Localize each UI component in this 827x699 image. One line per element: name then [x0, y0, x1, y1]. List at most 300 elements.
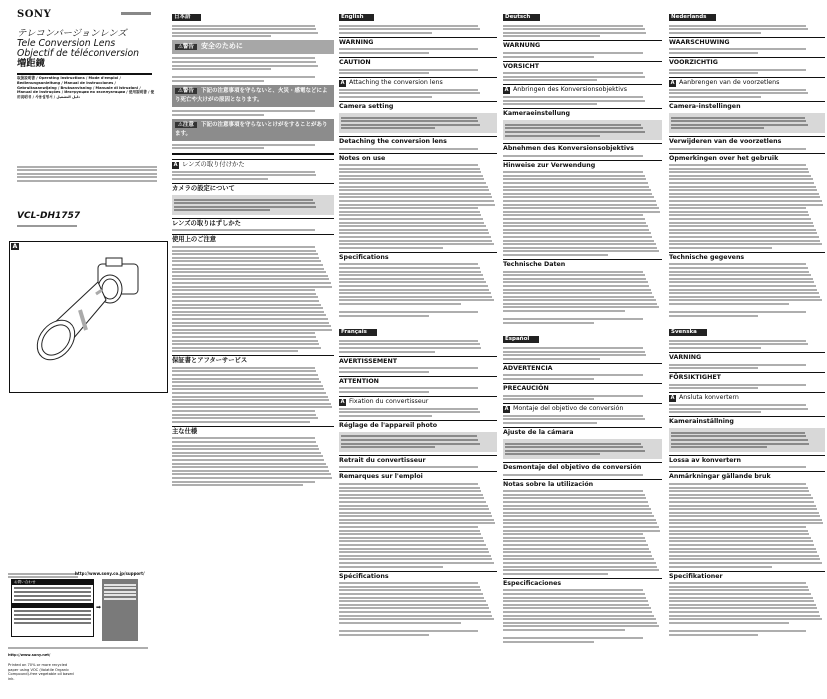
text-line [503, 32, 646, 34]
text-line [669, 611, 819, 613]
text-line [669, 340, 806, 342]
spacer [669, 625, 825, 628]
text-line [339, 311, 478, 313]
text-line [669, 483, 806, 485]
text-line [172, 32, 318, 34]
text-line [172, 307, 323, 309]
text-line [503, 289, 651, 291]
text-line [172, 289, 315, 291]
text-line [503, 211, 660, 213]
text-line [172, 421, 310, 423]
section-heading: ADVERTENCIA [503, 363, 662, 373]
text-line [339, 278, 484, 280]
text-line [669, 408, 808, 410]
section-heading-label: Aanbrengen van de voorzetlens [679, 79, 780, 87]
title-en: Tele Conversion Lens [17, 38, 116, 49]
spacer [669, 306, 825, 309]
text-line [339, 92, 480, 94]
text-line [172, 378, 319, 380]
text-line [505, 127, 643, 129]
text-line [669, 271, 809, 273]
section-heading: Especificaciones [503, 578, 662, 588]
text-line [339, 186, 488, 188]
text-line [503, 225, 648, 227]
section-heading: PRECAUCIÓN [503, 383, 662, 393]
text-line [669, 285, 816, 287]
text-line [339, 544, 486, 546]
text-line [339, 168, 480, 170]
text-line [669, 222, 813, 224]
text-line [503, 566, 657, 568]
text-line [669, 207, 806, 209]
text-line [669, 622, 789, 624]
text-line [172, 28, 316, 30]
text-line [339, 562, 494, 564]
text-line [341, 446, 435, 448]
text-line [339, 351, 435, 353]
text-line [669, 175, 811, 177]
text-line [503, 497, 646, 499]
section-heading [339, 396, 497, 406]
text-line [669, 292, 819, 294]
text-line [669, 48, 806, 50]
section-heading: 主な仕様 [172, 426, 334, 436]
text-line [341, 435, 477, 437]
section-heading: Retrait du convertisseur [339, 455, 497, 465]
language-tag: Español [503, 336, 539, 343]
text-line [172, 350, 298, 352]
text-line [339, 32, 432, 34]
text-line [503, 540, 646, 542]
text-line [503, 296, 654, 298]
text-line [669, 178, 813, 180]
text-line [503, 56, 594, 58]
text-line [339, 52, 429, 54]
text-line [172, 417, 318, 419]
section-heading [503, 84, 662, 94]
text-line [669, 263, 806, 265]
text-line [503, 398, 594, 400]
text-line [503, 189, 651, 191]
text-line [503, 193, 652, 195]
section-heading: 使用上のご注意 [172, 234, 334, 244]
part-number [121, 12, 151, 15]
text-line [339, 607, 489, 609]
text-line [339, 218, 483, 220]
text-line [669, 299, 822, 301]
language-tag: 日本語 [172, 14, 201, 21]
text-line [339, 490, 481, 492]
text-line [669, 247, 772, 249]
text-line [172, 296, 318, 298]
text-line [503, 474, 643, 476]
text-line [339, 89, 478, 91]
text-line [669, 232, 817, 234]
text-line [669, 164, 806, 166]
text-line [669, 69, 806, 71]
section-heading: VORSICHT [503, 61, 662, 71]
text-line [172, 68, 271, 70]
text-line [503, 422, 597, 424]
text-line [172, 65, 318, 67]
text-line [669, 218, 811, 220]
text-line [669, 182, 814, 184]
text-line [503, 512, 652, 514]
arrow-icon: ➡ [96, 604, 102, 611]
text-line [339, 296, 492, 298]
text-line [503, 625, 659, 627]
text-line [503, 522, 657, 524]
text-line [503, 508, 651, 510]
text-line [669, 303, 789, 305]
sony-logo: SONY [17, 9, 52, 20]
text-line [669, 315, 758, 317]
text-line [341, 120, 478, 122]
text-line [503, 505, 649, 507]
text-line [503, 573, 608, 575]
text-line [339, 247, 443, 249]
note-box [339, 432, 497, 452]
text-line [339, 597, 484, 599]
text-line [339, 28, 480, 30]
text-line [503, 155, 643, 157]
section-heading: Detaching the conversion lens [339, 136, 497, 146]
text-line [503, 52, 643, 54]
text-line [339, 408, 478, 410]
text-line [669, 411, 761, 413]
text-line [339, 240, 492, 242]
section-heading: FÖRSIKTIGHET [669, 372, 825, 382]
section-heading-label: Attaching the conversion lens [349, 79, 443, 87]
text-line [503, 218, 645, 220]
text-line [172, 275, 328, 277]
text-line [505, 135, 600, 137]
text-line [505, 443, 641, 445]
text-line [503, 589, 643, 591]
title-zh: 増距鏡 [17, 58, 45, 69]
text-line [669, 555, 819, 557]
text-line [669, 89, 806, 91]
text-line [669, 515, 820, 517]
language-list: 取扱説明書 / Operating Instructions / Mode d'emploi / Bedienungsanleitung / Manual de instrucciones / Gebruiksaanwijzing / Bruksanvisning / Manuale di istruzioni / Manual de instruções / Инструкция по эксплуатации / 使用說明書 / 使用说明书 / 사용설명서 / دليل التشغيل [17, 76, 155, 100]
text-line [503, 204, 657, 206]
text-line [339, 292, 491, 294]
text-line [339, 347, 481, 349]
text-line [671, 432, 805, 434]
text-line [339, 540, 484, 542]
text-line [669, 200, 822, 202]
model-subtitle [17, 225, 77, 227]
section-heading: Specifications [339, 252, 497, 262]
section-heading: Kamerainställning [669, 416, 825, 426]
text-line [503, 544, 648, 546]
text-line [339, 214, 481, 216]
text-line [172, 300, 319, 302]
text-line [671, 439, 808, 441]
section-heading: VOORZICHTIG [669, 57, 825, 67]
text-line [503, 418, 645, 420]
text-line [669, 225, 814, 227]
text-line [669, 96, 761, 98]
text-line [339, 487, 480, 489]
text-line [172, 392, 326, 394]
text-line [339, 558, 492, 560]
text-line [339, 586, 480, 588]
text-line [669, 526, 806, 528]
text-line [339, 367, 478, 369]
note-box [669, 428, 825, 452]
text-line [172, 253, 318, 255]
text-line [505, 446, 643, 448]
text-line [339, 618, 494, 620]
text-line [339, 25, 478, 27]
text-line [172, 147, 264, 149]
section-heading: Opmerkingen over het gebruik [669, 153, 825, 163]
text-line [669, 196, 820, 198]
text-line [339, 466, 478, 468]
section-heading: WAARSCHUWING [669, 37, 825, 47]
text-line [503, 519, 656, 521]
text-line [503, 354, 646, 356]
figure-ref-icon: A [340, 399, 345, 405]
text-line [503, 358, 600, 360]
text-line [503, 100, 645, 102]
text-line [503, 526, 659, 528]
text-line [669, 607, 817, 609]
text-line [669, 243, 822, 245]
language-tag: Deutsch [503, 14, 540, 21]
text-line [503, 72, 643, 74]
text-line [172, 271, 326, 273]
text-line [339, 566, 443, 568]
text-line [503, 318, 643, 320]
text-line [172, 76, 315, 78]
text-line [339, 515, 492, 517]
warning-icon: ⚠注意 [175, 122, 197, 128]
section-heading: ATTENTION [339, 376, 497, 386]
text-line [339, 164, 478, 166]
text-line [669, 494, 811, 496]
text-line [172, 171, 315, 173]
text-line [172, 311, 324, 313]
text-line [505, 131, 645, 133]
text-line [503, 490, 643, 492]
text-line [503, 76, 645, 78]
text-line [669, 296, 820, 298]
warning-icon: ⚠警告 [175, 44, 197, 50]
print-code [8, 645, 148, 650]
section-heading-label: Anbringen des Konversionsobjektivs [513, 86, 627, 94]
support-info-box [102, 579, 138, 641]
text-line [339, 589, 481, 591]
text-line [503, 214, 643, 216]
jp-support-url[interactable]: http://www.sony.co.jp/support/ [75, 571, 145, 576]
text-line [503, 310, 625, 312]
text-line [669, 28, 808, 30]
text-line [503, 200, 656, 202]
text-line [669, 204, 823, 206]
text-line [503, 530, 660, 532]
section-heading: Specifikationer [669, 571, 825, 581]
section-heading: Réglage de l'appareil photo [339, 420, 497, 430]
text-line [174, 202, 315, 204]
section-heading: Technische gegevens [669, 252, 825, 262]
section-heading: Camera-instellingen [669, 101, 825, 111]
text-line [669, 364, 806, 366]
text-line [172, 114, 264, 116]
text-line [503, 229, 649, 231]
text-line [669, 387, 758, 389]
text-line [341, 127, 435, 129]
text-line [339, 271, 481, 273]
text-line [669, 25, 806, 27]
text-line [503, 537, 645, 539]
text-line [669, 236, 819, 238]
section-heading: Notas sobre la utilización [503, 479, 662, 489]
language-tag: Nederlands [669, 14, 716, 21]
text-line [669, 558, 820, 560]
text-line [671, 446, 767, 448]
text-line [503, 551, 651, 553]
text-line [339, 148, 478, 150]
spacer [172, 72, 334, 75]
text-line [669, 229, 816, 231]
text-line [339, 96, 432, 98]
text-line [503, 103, 597, 105]
text-line [669, 519, 822, 521]
text-line [503, 306, 659, 308]
text-line [174, 206, 316, 208]
text-line [503, 247, 657, 249]
text-line [339, 497, 484, 499]
text-line [669, 72, 758, 74]
text-line [339, 175, 483, 177]
text-line [503, 600, 648, 602]
text-line [669, 214, 809, 216]
text-line [669, 551, 817, 553]
section-heading: Verwijderen van de voorzetlens [669, 136, 825, 146]
text-line [503, 243, 656, 245]
text-line [503, 271, 643, 273]
contact-box [11, 579, 94, 637]
text-line [339, 189, 489, 191]
text-line [503, 236, 652, 238]
global-url[interactable]: http://www.sony.net/ [8, 653, 51, 657]
text-line [172, 347, 321, 349]
text-line [669, 189, 817, 191]
text-line [503, 607, 651, 609]
text-line [503, 303, 657, 305]
text-line [669, 630, 806, 632]
text-line [172, 268, 324, 270]
text-line [339, 537, 483, 539]
text-line [339, 415, 432, 417]
text-line [669, 634, 758, 636]
text-line [503, 222, 646, 224]
figure-ref-icon: A [504, 87, 509, 94]
text-line [669, 562, 822, 564]
text-line [669, 281, 814, 283]
section-heading [669, 392, 825, 402]
note-box [503, 439, 662, 459]
text-line [669, 32, 761, 34]
text-line [172, 388, 324, 390]
section-heading [503, 403, 662, 413]
text-line [172, 264, 323, 266]
section-heading: VARNING [669, 352, 825, 362]
text-line [669, 193, 819, 195]
text-line [503, 515, 654, 517]
text-line [503, 555, 652, 557]
section-heading: Desmontaje del objetivo de conversión [503, 462, 662, 472]
recycle-note: Printed on 70% or more recycled paper using VOC (Volatile Organic Compound)-free vegetable oil based ink. [8, 663, 74, 681]
text-line [669, 512, 819, 514]
section-heading: Hinweise zur Verwendung [503, 160, 662, 170]
figure-ref-icon: A [670, 80, 675, 87]
text-line [503, 641, 594, 643]
warning-text: 下記の注意事項を守らないと、火災・感電などにより死亡や大けがの原因となります。 [175, 87, 328, 103]
text-line [669, 566, 772, 568]
text-line [339, 530, 480, 532]
text-line [172, 332, 315, 334]
text-line [669, 615, 820, 617]
text-line [339, 315, 429, 317]
column-german-spanish [503, 3, 662, 697]
text-line [339, 289, 489, 291]
text-line [172, 370, 316, 372]
warning-banner [172, 85, 334, 107]
text-line [172, 473, 331, 475]
figure-ref-icon: A [173, 162, 178, 169]
note-box [669, 113, 825, 133]
text-line [339, 243, 494, 245]
text-line [669, 52, 758, 54]
jp-notice [17, 164, 157, 184]
text-line [339, 48, 478, 50]
text-line [172, 445, 318, 447]
text-line [174, 199, 313, 201]
text-line [669, 148, 806, 150]
section-heading: Technische Daten [503, 259, 662, 269]
text-line [503, 378, 594, 380]
text-line [503, 178, 646, 180]
section-heading: AVERTISSEMENT [339, 356, 497, 366]
text-line [172, 110, 315, 112]
text-line [503, 593, 645, 595]
text-line [503, 207, 659, 209]
text-line [172, 286, 332, 288]
text-line [172, 396, 328, 398]
text-line [503, 292, 652, 294]
text-line [172, 441, 316, 443]
text-line [172, 250, 316, 252]
text-line [172, 246, 315, 248]
text-line [339, 69, 478, 71]
text-line [339, 526, 478, 528]
text-line [669, 508, 817, 510]
text-line [669, 240, 820, 242]
text-line [669, 490, 809, 492]
text-line [669, 604, 816, 606]
title-ja: テレコンバージョンレンズ [17, 28, 127, 39]
text-line [339, 232, 489, 234]
text-line [669, 537, 811, 539]
text-line [503, 35, 600, 37]
text-line [339, 387, 478, 389]
text-line [339, 508, 489, 510]
text-line [503, 622, 657, 624]
text-line [339, 533, 481, 535]
